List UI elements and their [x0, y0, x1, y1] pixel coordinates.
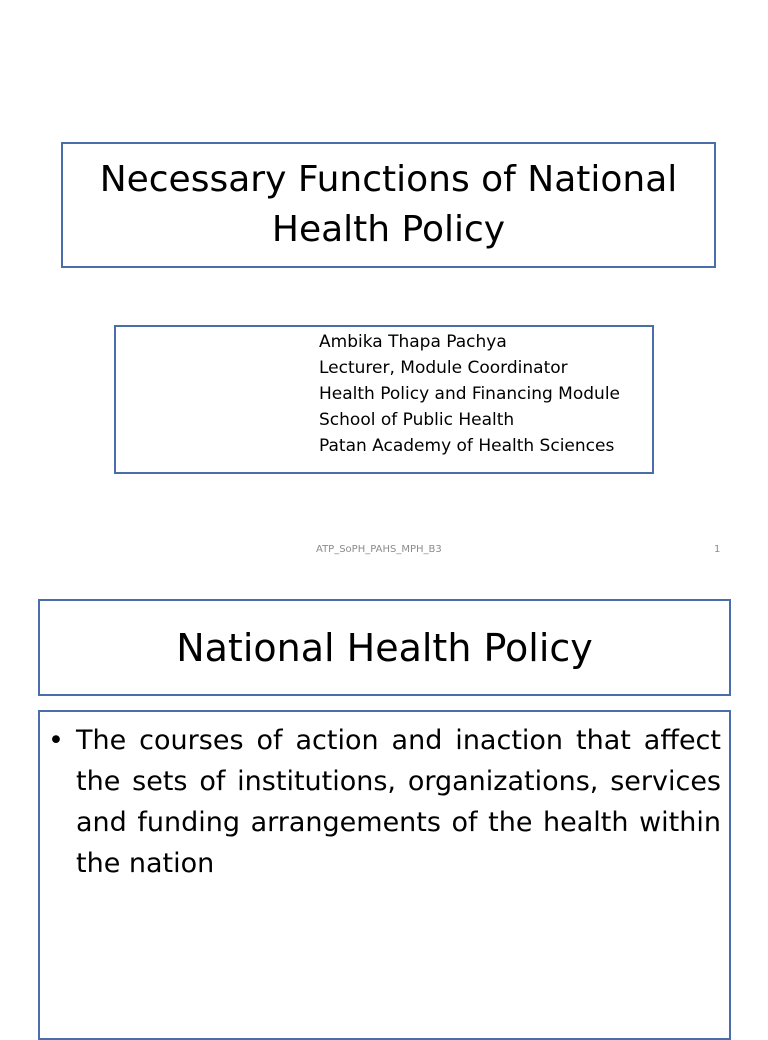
bullet-icon: • [48, 725, 64, 756]
slide-heading: National Health Policy [176, 625, 593, 670]
slide-footer-text: ATP_SoPH_PAHS_MPH_B3 [316, 544, 442, 555]
author-name: Ambika Thapa Pachya [319, 332, 507, 352]
author-school: School of Public Health [319, 410, 515, 430]
slide-heading-box [38, 599, 731, 696]
slide-title: Necessary Functions of National Health Policy [99, 159, 678, 250]
slide-content-box [38, 710, 731, 1040]
slide-page-number: 1 [714, 544, 721, 555]
slide-title-box [61, 142, 716, 268]
bullet-item [48, 720, 721, 884]
author-module: Health Policy and Financing Module [319, 384, 621, 404]
bullet-text: The courses of action and inaction that affect the sets of institutions, organizations, services and funding arrangements of the health within the nation [76, 725, 721, 879]
author-institution: Patan Academy of Health Sciences [319, 436, 615, 456]
author-lines [319, 329, 620, 459]
author-role: Lecturer, Module Coordinator [319, 358, 568, 378]
author-info-box [114, 325, 654, 474]
